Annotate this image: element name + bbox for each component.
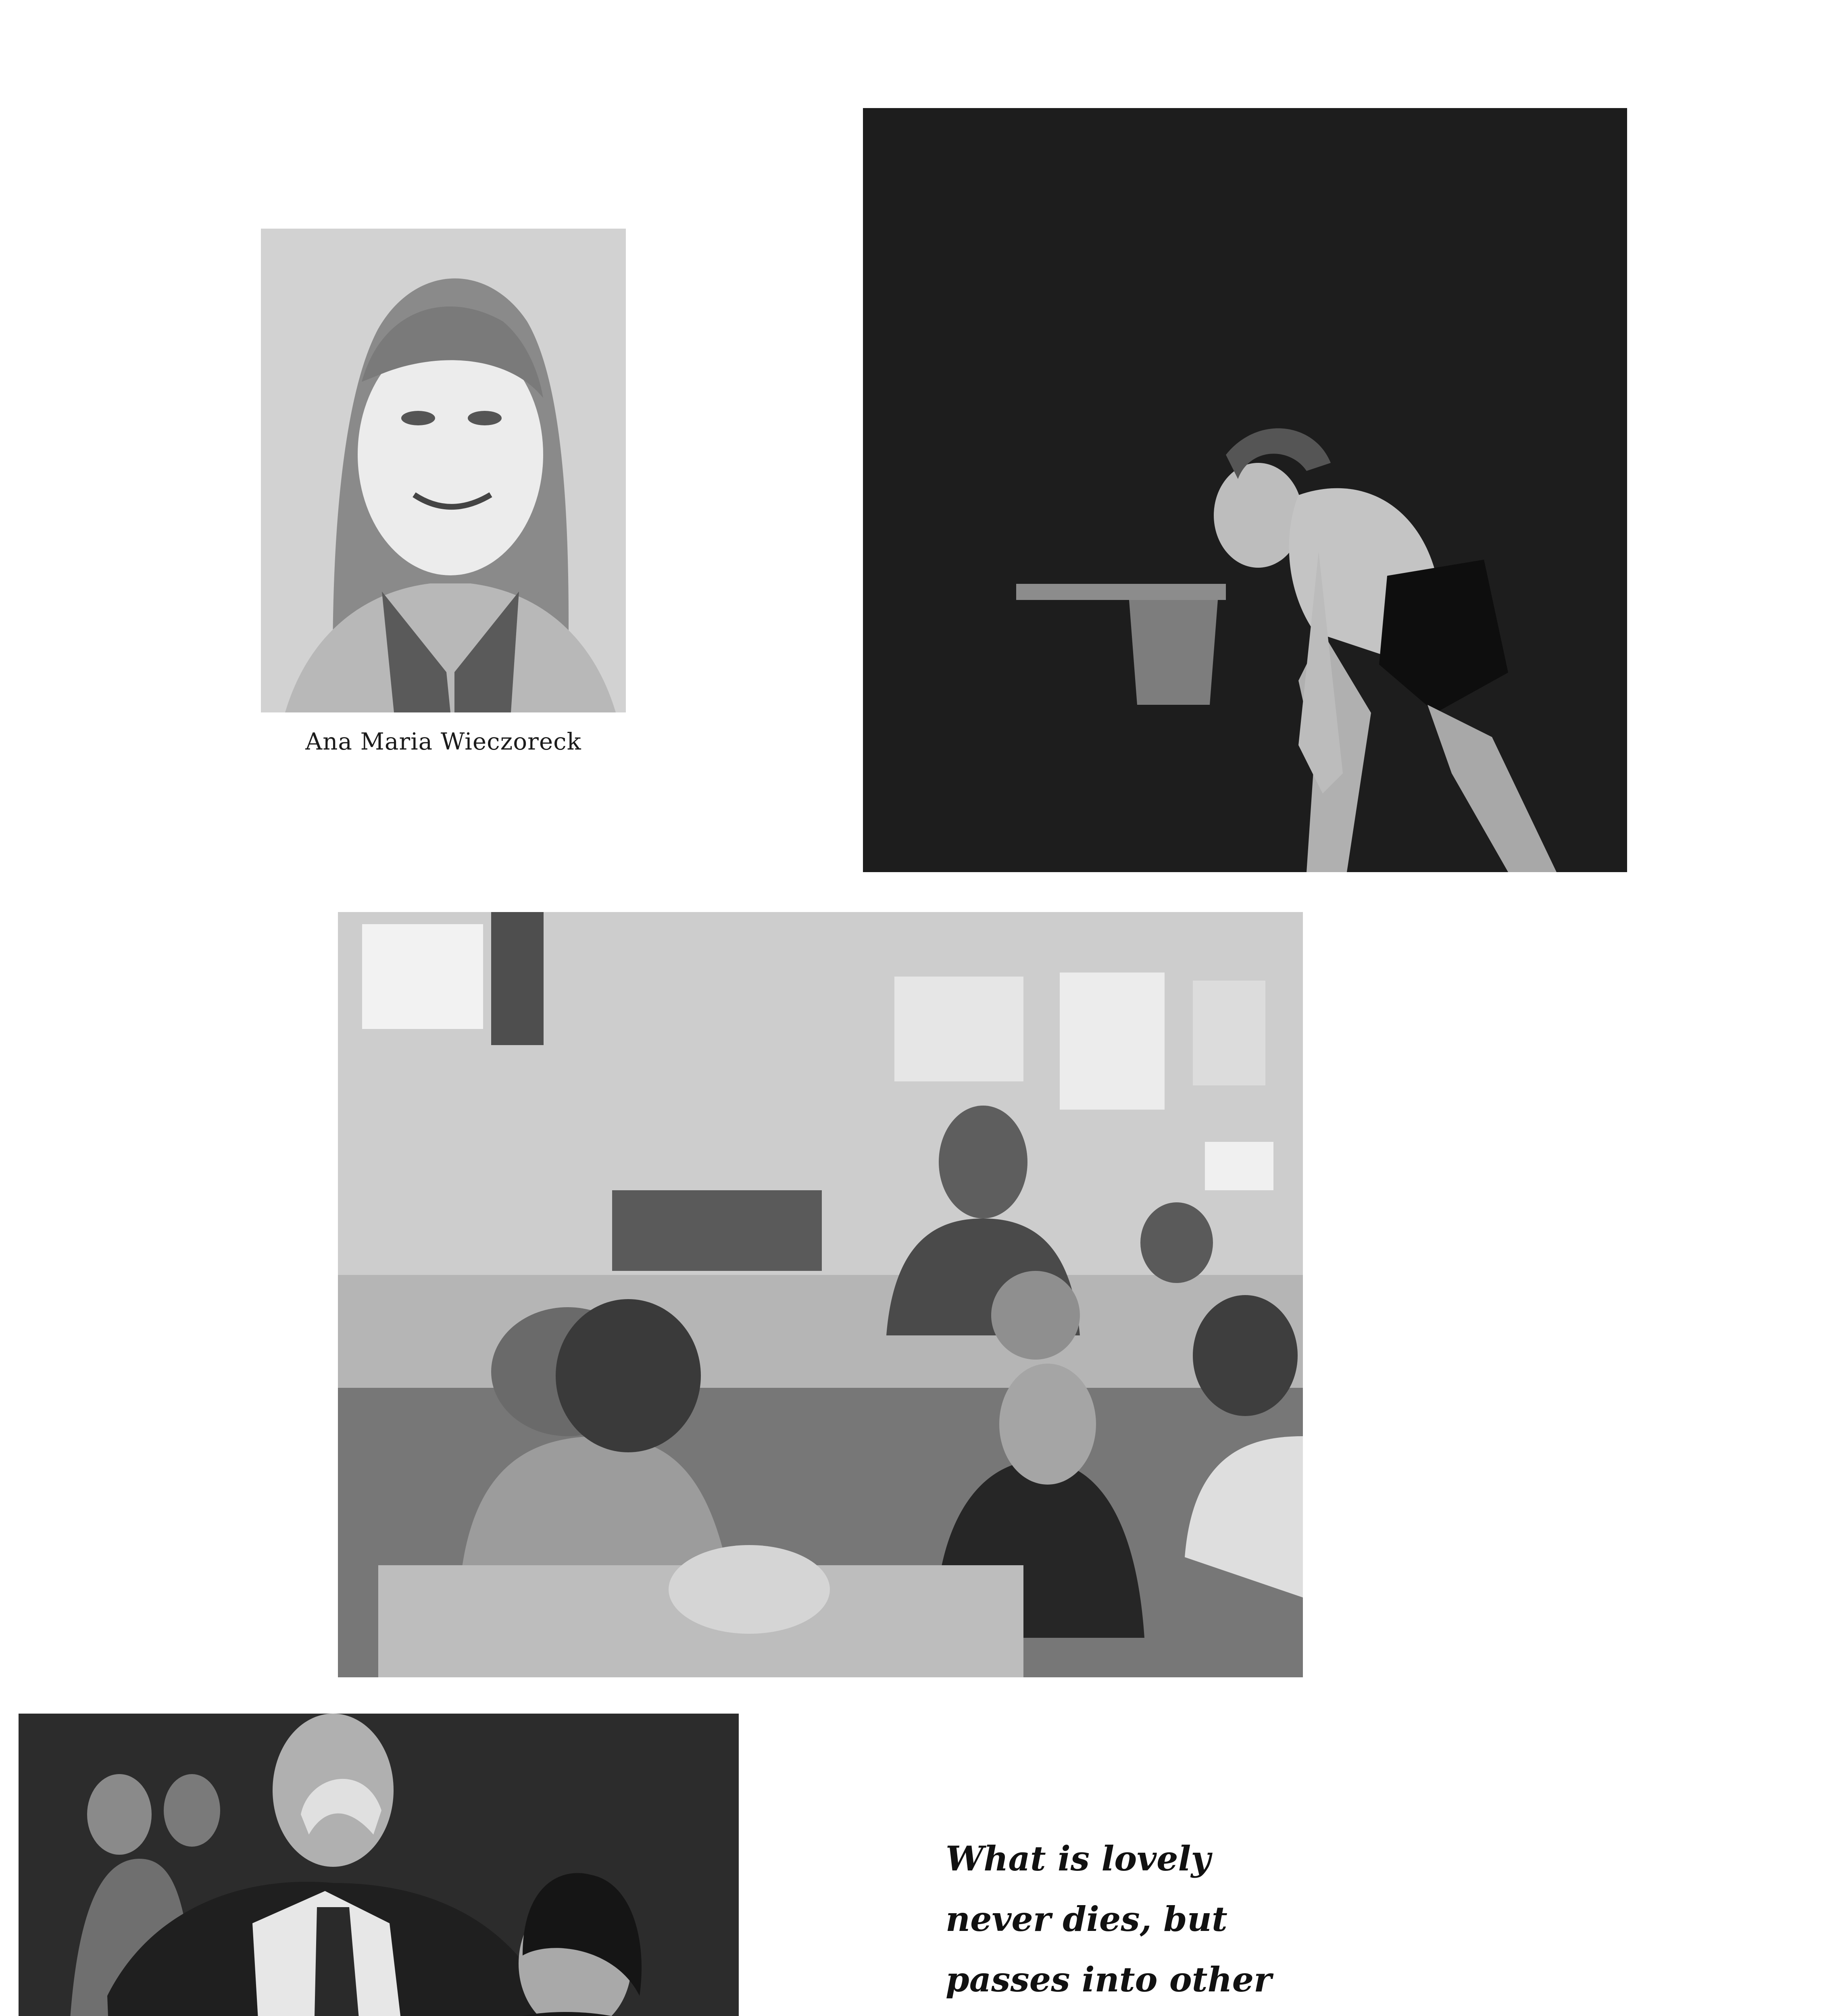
classroom-photo bbox=[338, 912, 1303, 1677]
poem-line: passes into other bbox=[946, 1960, 1272, 1999]
portrait-caption: Ana Maria Wieczoreck bbox=[305, 728, 581, 755]
poem-line bbox=[946, 2010, 1510, 2016]
portrait-photo bbox=[261, 229, 626, 712]
poem-line: never dies, but bbox=[946, 1899, 1227, 1939]
swimmer-photo bbox=[863, 108, 1627, 872]
poem-line: What is lovely bbox=[946, 1839, 1211, 1879]
poem bbox=[946, 1829, 1510, 2016]
party-photo bbox=[19, 1714, 739, 2016]
